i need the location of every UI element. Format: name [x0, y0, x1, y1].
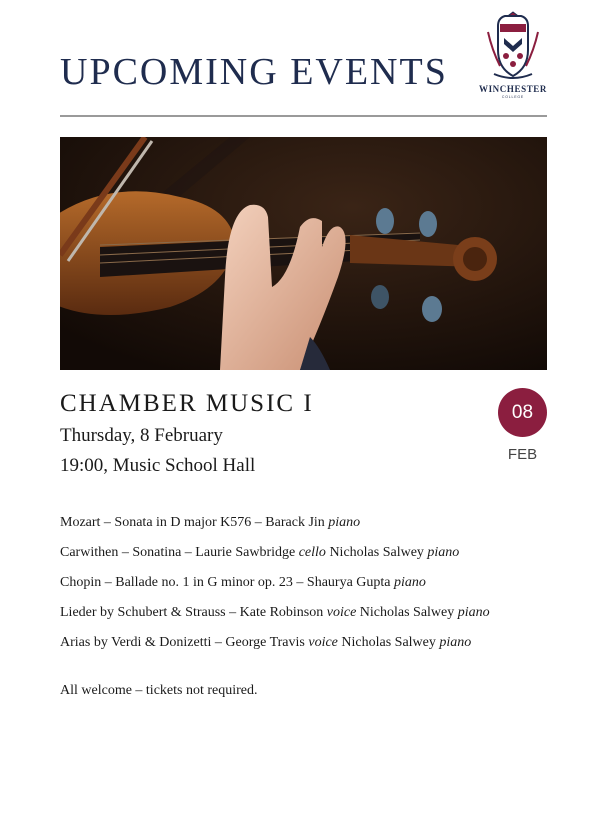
- date-badge: [498, 388, 547, 437]
- admission-note: All welcome – tickets not required.: [60, 683, 258, 698]
- header-divider: [60, 115, 547, 117]
- crest-name: WINCHESTER: [478, 84, 547, 94]
- page-title: UPCOMING EVENTS: [60, 51, 448, 93]
- programme-item: Lieder by Schubert & Strauss – Kate Robinson voice Nicholas Salwey piano: [60, 605, 490, 620]
- programme-item: Arias by Verdi & Donizetti – George Travis voice Nicholas Salwey piano: [60, 635, 472, 650]
- event-time-venue: 19:00, Music School Hall: [60, 455, 256, 476]
- crest-subtitle: COLLEGE: [501, 95, 525, 99]
- badge-day: 08: [511, 401, 534, 423]
- programme-list: [60, 513, 560, 663]
- event-title: CHAMBER MUSIC I: [60, 390, 314, 417]
- event-date: Thursday, 8 February: [60, 425, 223, 446]
- programme-item: Mozart – Sonata in D major K576 – Barack Jin piano: [60, 515, 361, 530]
- programme-item: Chopin – Ballade no. 1 in G minor op. 23 – Shaurya Gupta piano: [60, 575, 426, 590]
- programme-item: Carwithen – Sonatina – Laurie Sawbridge cello Nicholas Salwey piano: [60, 545, 460, 560]
- hero-image: [60, 137, 547, 370]
- violin-icon: [60, 137, 547, 370]
- badge-month: FEB: [507, 446, 538, 463]
